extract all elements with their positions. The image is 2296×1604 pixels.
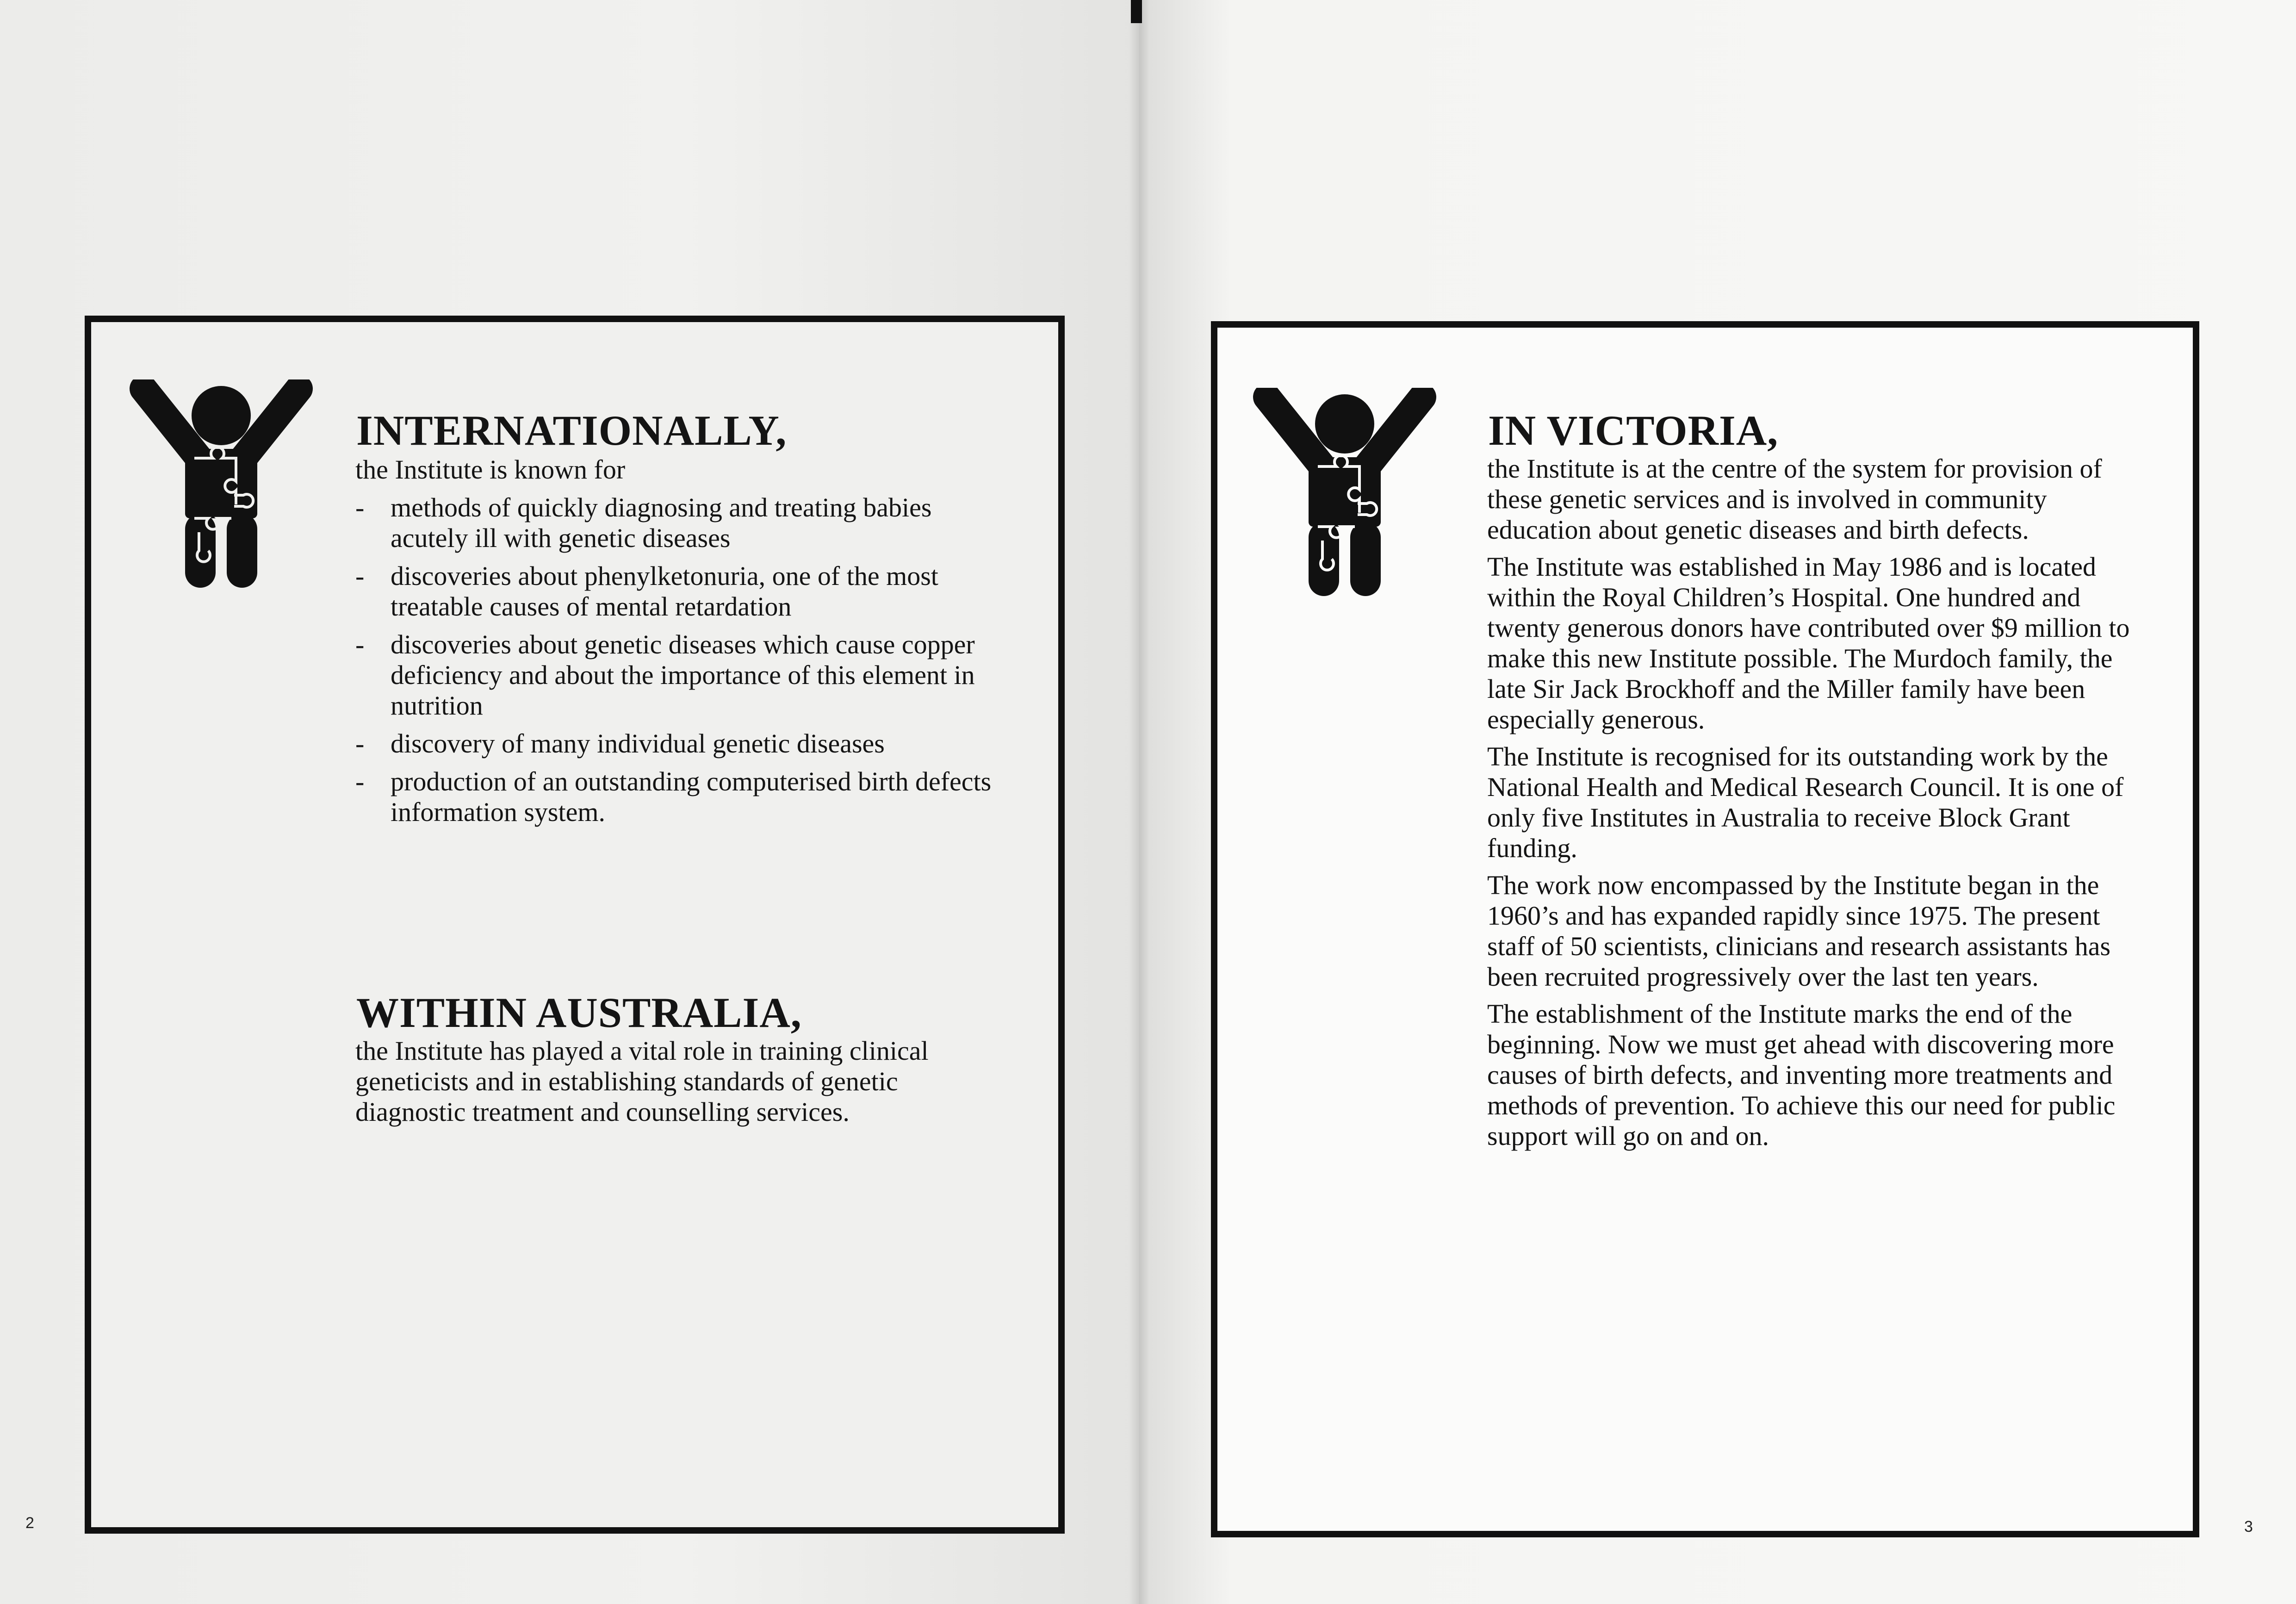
bullet-text: discoveries about phenylketonuria, one of the most treatable causes of mental retardation <box>391 561 938 622</box>
book-gutter <box>1129 0 1149 1604</box>
list-item: - discoveries about genetic diseases which cause copper deficiency and about the importance of this element in nutrition <box>355 629 975 721</box>
bullet-text: discovery of many individual genetic diseases <box>391 728 885 758</box>
list-item: - methods of quickly diagnosing and treating babies acutely ill with genetic diseases <box>355 492 932 553</box>
internationally-intro: the Institute is known for <box>355 454 626 485</box>
in-victoria-heading: IN VICTORIA, <box>1488 407 1779 454</box>
in-victoria-paragraph: The work now encompassed by the Institute began in the 1960’s and has expanded rapidly since 1975. The present staff of 50 scientists, clinicians and research assistants has been recruited progressively over the last ten years. <box>1487 870 2111 992</box>
in-victoria-section <box>1487 454 2135 1158</box>
internationally-section <box>355 454 1003 835</box>
list-item: - production of an outstanding computerised birth defects information system. <box>355 766 992 827</box>
page-number-right: 3 <box>2244 1518 2253 1536</box>
within-australia-heading: WITHIN AUSTRALIA, <box>356 989 802 1036</box>
within-australia-body: the Institute has played a vital role in training clinical geneticists and in establishing standards of genetic diagnostic treatment and counselling services. <box>355 1036 929 1127</box>
list-item: - discovery of many individual genetic diseases <box>355 728 885 758</box>
in-victoria-paragraph: The Institute was established in May 1986 and is located within the Royal Children’s Hospital. One hundred and twenty generous donors have contributed over $9 million to make this new Institute possible. The Murdoch family, the late Sir Jack Brockhoff and the Miller family have been especially generous. <box>1487 552 2130 734</box>
bullet-text: methods of quickly diagnosing and treating babies acutely ill with genetic diseases <box>391 492 932 553</box>
in-victoria-paragraph: The establishment of the Institute marks the end of the beginning. Now we must get ahead with discovering more causes of birth defects, and inventing more treatments and methods of prevention. To achieve this our need for public support will go on and on. <box>1487 999 2116 1151</box>
child-puzzle-figure-icon <box>125 379 319 592</box>
in-victoria-paragraph: The Institute is recognised for its outstanding work by the National Health and Medical Research Council. It is one of only five Institutes in Australia to receive Block Grant funding. <box>1487 741 2124 863</box>
child-puzzle-logo-icon-right <box>1248 388 1443 601</box>
list-item: - discoveries about phenylketonuria, one of the most treatable causes of mental retardation <box>355 561 938 622</box>
page-number-left: 2 <box>25 1514 34 1532</box>
in-victoria-paragraph: the Institute is at the centre of the system for provision of these genetic services and is involved in community education about genetic diseases and birth defects. <box>1487 454 2102 545</box>
internationally-heading: INTERNATIONALLY, <box>356 407 787 454</box>
child-puzzle-logo-icon <box>125 379 319 592</box>
internationally-bullet-list <box>355 492 1003 827</box>
bullet-text: discoveries about genetic diseases which cause copper deficiency and about the importance of this element in nutrition <box>391 629 975 721</box>
child-puzzle-figure-icon <box>1248 388 1443 601</box>
bullet-text: production of an outstanding computerised birth defects information system. <box>391 766 992 827</box>
binding-mark <box>1131 0 1142 23</box>
within-australia-section <box>355 1036 989 1134</box>
